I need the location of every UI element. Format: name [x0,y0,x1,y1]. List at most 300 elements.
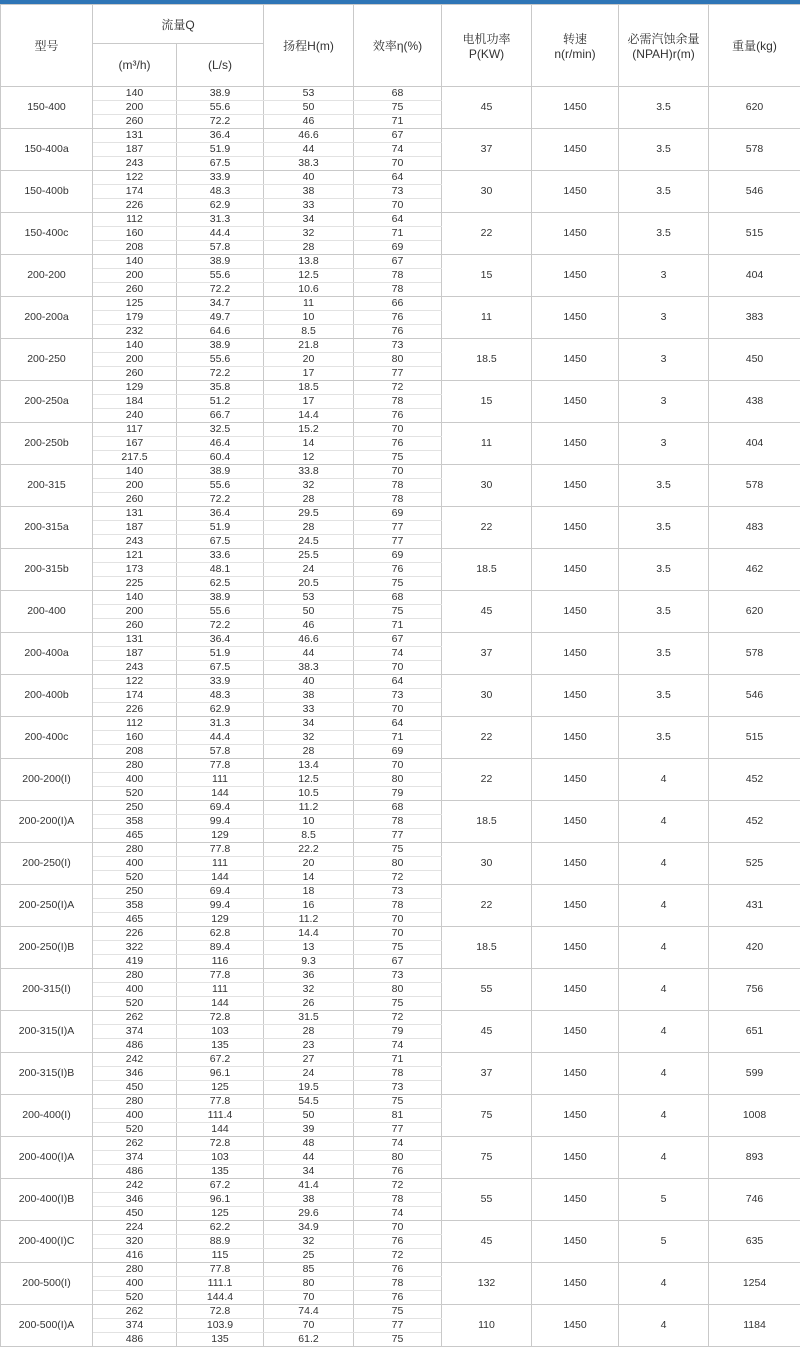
model-cell: 200-400(I)C [1,1221,93,1263]
head-cell: 34 [264,1165,354,1179]
flow-ls-cell: 115 [177,1249,264,1263]
npsh-cell: 3.5 [619,465,709,507]
flow-m3h-cell: 179 [93,311,177,325]
weight-cell: 483 [709,507,800,549]
efficiency-cell: 78 [354,1067,442,1081]
flow-m3h-cell: 160 [93,227,177,241]
model-cell: 200-315a [1,507,93,549]
head-cell: 32 [264,1235,354,1249]
head-cell: 32 [264,731,354,745]
flow-m3h-cell: 200 [93,479,177,493]
efficiency-cell: 77 [354,829,442,843]
head-cell: 19.5 [264,1081,354,1095]
head-cell: 34 [264,717,354,731]
npsh-cell: 4 [619,759,709,801]
flow-ls-cell: 48.1 [177,563,264,577]
efficiency-cell: 75 [354,843,442,857]
speed-cell: 1450 [532,381,619,423]
power-cell: 45 [442,1221,532,1263]
weight-cell: 1008 [709,1095,800,1137]
flow-ls-cell: 38.9 [177,255,264,269]
power-cell: 30 [442,675,532,717]
model-cell: 200-250b [1,423,93,465]
flow-ls-cell: 67.5 [177,535,264,549]
flow-m3h-cell: 486 [93,1039,177,1053]
head-cell: 31.5 [264,1011,354,1025]
flow-m3h-cell: 224 [93,1221,177,1235]
power-cell: 45 [442,591,532,633]
efficiency-cell: 69 [354,241,442,255]
efficiency-cell: 68 [354,801,442,815]
speed-cell: 1450 [532,213,619,255]
efficiency-cell: 75 [354,577,442,591]
model-cell: 150-400b [1,171,93,213]
head-cell: 13 [264,941,354,955]
flow-ls-cell: 144 [177,787,264,801]
table-row [1,129,800,143]
efficiency-cell: 76 [354,437,442,451]
npsh-cell: 3.5 [619,213,709,255]
power-cell: 11 [442,423,532,465]
head-cell: 22.2 [264,843,354,857]
head-cell: 33 [264,703,354,717]
speed-cell: 1450 [532,255,619,297]
npsh-cell: 4 [619,843,709,885]
flow-m3h-cell: 226 [93,703,177,717]
speed-cell: 1450 [532,465,619,507]
flow-ls-cell: 129 [177,913,264,927]
flow-ls-cell: 36.4 [177,129,264,143]
head-cell: 46.6 [264,633,354,647]
table-row [1,1179,800,1193]
flow-ls-cell: 72.2 [177,493,264,507]
flow-ls-cell: 62.9 [177,703,264,717]
flow-m3h-cell: 200 [93,101,177,115]
flow-ls-cell: 88.9 [177,1235,264,1249]
efficiency-cell: 72 [354,1011,442,1025]
flow-m3h-cell: 200 [93,353,177,367]
weight-cell: 515 [709,717,800,759]
power-cell: 55 [442,969,532,1011]
head-cell: 21.8 [264,339,354,353]
model-cell: 200-400(I) [1,1095,93,1137]
flow-ls-cell: 36.4 [177,507,264,521]
power-cell: 18.5 [442,927,532,969]
head-cell: 34 [264,213,354,227]
col-header-power: 电机功率 P(KW) [442,5,532,87]
flow-m3h-cell: 122 [93,675,177,689]
power-cell: 132 [442,1263,532,1305]
head-cell: 20.5 [264,577,354,591]
flow-ls-cell: 57.8 [177,241,264,255]
weight-cell: 546 [709,675,800,717]
flow-m3h-cell: 240 [93,409,177,423]
speed-cell: 1450 [532,87,619,129]
flow-m3h-cell: 226 [93,927,177,941]
flow-ls-cell: 99.4 [177,899,264,913]
flow-ls-cell: 57.8 [177,745,264,759]
power-cell: 30 [442,843,532,885]
power-cell: 22 [442,759,532,801]
npsh-cell: 3.5 [619,87,709,129]
flow-ls-cell: 135 [177,1039,264,1053]
weight-cell: 578 [709,633,800,675]
npsh-cell: 3.5 [619,171,709,213]
weight-cell: 635 [709,1221,800,1263]
flow-ls-cell: 51.9 [177,647,264,661]
head-cell: 13.4 [264,759,354,773]
power-cell: 22 [442,885,532,927]
efficiency-cell: 73 [354,885,442,899]
flow-ls-cell: 135 [177,1165,264,1179]
flow-ls-cell: 125 [177,1081,264,1095]
head-cell: 38 [264,185,354,199]
flow-ls-cell: 49.7 [177,311,264,325]
efficiency-cell: 70 [354,927,442,941]
weight-cell: 620 [709,87,800,129]
head-cell: 46 [264,115,354,129]
table-row [1,1305,800,1319]
power-cell: 75 [442,1095,532,1137]
flow-m3h-cell: 346 [93,1067,177,1081]
efficiency-cell: 71 [354,227,442,241]
flow-ls-cell: 135 [177,1333,264,1347]
head-cell: 14.4 [264,927,354,941]
efficiency-cell: 78 [354,815,442,829]
efficiency-cell: 75 [354,451,442,465]
table-row [1,339,800,353]
flow-ls-cell: 44.4 [177,227,264,241]
flow-ls-cell: 55.6 [177,605,264,619]
speed-cell: 1450 [532,507,619,549]
model-cell: 200-250(I)B [1,927,93,969]
head-cell: 80 [264,1277,354,1291]
table-row [1,591,800,605]
flow-m3h-cell: 260 [93,493,177,507]
flow-ls-cell: 67.5 [177,157,264,171]
weight-cell: 452 [709,801,800,843]
flow-ls-cell: 32.5 [177,423,264,437]
flow-ls-cell: 62.8 [177,927,264,941]
efficiency-cell: 66 [354,297,442,311]
head-cell: 50 [264,101,354,115]
col-header-flow-ls: (L/s) [177,44,264,87]
flow-m3h-cell: 416 [93,1249,177,1263]
flow-m3h-cell: 122 [93,171,177,185]
efficiency-cell: 69 [354,549,442,563]
efficiency-cell: 75 [354,941,442,955]
head-cell: 12.5 [264,269,354,283]
table-row [1,801,800,815]
flow-m3h-cell: 358 [93,899,177,913]
speed-cell: 1450 [532,1011,619,1053]
head-cell: 8.5 [264,325,354,339]
flow-m3h-cell: 280 [93,1263,177,1277]
weight-cell: 438 [709,381,800,423]
head-cell: 33.8 [264,465,354,479]
efficiency-cell: 64 [354,171,442,185]
table-row [1,1137,800,1151]
flow-ls-cell: 103.9 [177,1319,264,1333]
efficiency-cell: 77 [354,1319,442,1333]
flow-ls-cell: 51.9 [177,143,264,157]
efficiency-cell: 81 [354,1109,442,1123]
col-header-model: 型号 [1,5,93,87]
weight-cell: 383 [709,297,800,339]
speed-cell: 1450 [532,549,619,591]
npsh-cell: 3.5 [619,633,709,675]
head-cell: 40 [264,171,354,185]
flow-ls-cell: 62.2 [177,1221,264,1235]
flow-ls-cell: 31.3 [177,213,264,227]
efficiency-cell: 78 [354,479,442,493]
flow-ls-cell: 51.9 [177,521,264,535]
npsh-cell: 3 [619,297,709,339]
head-cell: 16 [264,899,354,913]
weight-cell: 578 [709,465,800,507]
head-cell: 46.6 [264,129,354,143]
head-cell: 32 [264,479,354,493]
head-cell: 29.6 [264,1207,354,1221]
power-cell: 110 [442,1305,532,1347]
head-cell: 14 [264,871,354,885]
flow-m3h-cell: 131 [93,507,177,521]
head-cell: 20 [264,857,354,871]
npsh-cell: 3 [619,255,709,297]
head-cell: 74.4 [264,1305,354,1319]
npsh-cell: 4 [619,1053,709,1095]
head-cell: 61.2 [264,1333,354,1347]
head-cell: 12.5 [264,773,354,787]
efficiency-cell: 74 [354,143,442,157]
flow-ls-cell: 116 [177,955,264,969]
power-cell: 30 [442,171,532,213]
npsh-cell: 5 [619,1221,709,1263]
flow-m3h-cell: 450 [93,1207,177,1221]
flow-ls-cell: 72.8 [177,1011,264,1025]
col-header-flow: 流量Q [93,5,264,44]
speed-cell: 1450 [532,969,619,1011]
head-cell: 38 [264,689,354,703]
speed-cell: 1450 [532,339,619,381]
head-cell: 50 [264,605,354,619]
table-row [1,549,800,563]
head-cell: 34.9 [264,1221,354,1235]
table-row [1,1095,800,1109]
efficiency-cell: 68 [354,87,442,101]
head-cell: 15.2 [264,423,354,437]
efficiency-cell: 68 [354,591,442,605]
flow-m3h-cell: 250 [93,801,177,815]
flow-ls-cell: 31.3 [177,717,264,731]
table-row [1,1221,800,1235]
flow-m3h-cell: 400 [93,773,177,787]
flow-ls-cell: 38.9 [177,465,264,479]
speed-cell: 1450 [532,423,619,465]
power-cell: 30 [442,465,532,507]
flow-ls-cell: 38.9 [177,87,264,101]
flow-ls-cell: 129 [177,829,264,843]
flow-m3h-cell: 322 [93,941,177,955]
efficiency-cell: 80 [354,773,442,787]
power-cell: 22 [442,717,532,759]
flow-m3h-cell: 260 [93,283,177,297]
table-row [1,843,800,857]
flow-m3h-cell: 243 [93,535,177,549]
model-cell: 200-315(I)B [1,1053,93,1095]
flow-m3h-cell: 112 [93,717,177,731]
speed-cell: 1450 [532,129,619,171]
flow-m3h-cell: 173 [93,563,177,577]
flow-m3h-cell: 125 [93,297,177,311]
npsh-cell: 4 [619,1011,709,1053]
weight-cell: 404 [709,255,800,297]
flow-m3h-cell: 117 [93,423,177,437]
flow-m3h-cell: 262 [93,1137,177,1151]
efficiency-cell: 76 [354,1263,442,1277]
flow-ls-cell: 72.2 [177,367,264,381]
head-cell: 36 [264,969,354,983]
head-cell: 41.4 [264,1179,354,1193]
head-cell: 38.3 [264,157,354,171]
flow-ls-cell: 96.1 [177,1067,264,1081]
head-cell: 44 [264,143,354,157]
efficiency-cell: 80 [354,983,442,997]
table-row [1,969,800,983]
head-cell: 32 [264,983,354,997]
table-row [1,171,800,185]
speed-cell: 1450 [532,633,619,675]
flow-ls-cell: 77.8 [177,1263,264,1277]
efficiency-cell: 72 [354,381,442,395]
col-header-efficiency: 效率η(%) [354,5,442,87]
flow-ls-cell: 77.8 [177,759,264,773]
head-cell: 12 [264,451,354,465]
flow-m3h-cell: 140 [93,591,177,605]
head-cell: 17 [264,395,354,409]
table-row [1,87,800,101]
efficiency-cell: 76 [354,409,442,423]
power-cell: 18.5 [442,549,532,591]
flow-m3h-cell: 486 [93,1333,177,1347]
head-cell: 17 [264,367,354,381]
power-cell: 45 [442,87,532,129]
head-cell: 14 [264,437,354,451]
speed-cell: 1450 [532,591,619,633]
head-cell: 32 [264,227,354,241]
efficiency-cell: 76 [354,563,442,577]
flow-m3h-cell: 400 [93,1109,177,1123]
weight-cell: 620 [709,591,800,633]
weight-cell: 599 [709,1053,800,1095]
efficiency-cell: 75 [354,1095,442,1109]
flow-m3h-cell: 320 [93,1235,177,1249]
npsh-cell: 4 [619,801,709,843]
flow-ls-cell: 89.4 [177,941,264,955]
flow-m3h-cell: 280 [93,843,177,857]
table-row [1,675,800,689]
flow-m3h-cell: 187 [93,521,177,535]
weight-cell: 578 [709,129,800,171]
head-cell: 44 [264,647,354,661]
head-cell: 54.5 [264,1095,354,1109]
head-cell: 46 [264,619,354,633]
model-cell: 200-250a [1,381,93,423]
head-cell: 44 [264,1151,354,1165]
flow-ls-cell: 69.4 [177,885,264,899]
flow-ls-cell: 44.4 [177,731,264,745]
flow-m3h-cell: 400 [93,857,177,871]
model-cell: 150-400c [1,213,93,255]
flow-ls-cell: 62.9 [177,199,264,213]
head-cell: 28 [264,745,354,759]
head-cell: 11 [264,297,354,311]
flow-m3h-cell: 419 [93,955,177,969]
flow-m3h-cell: 187 [93,647,177,661]
head-cell: 28 [264,1025,354,1039]
flow-ls-cell: 38.9 [177,339,264,353]
efficiency-cell: 70 [354,1221,442,1235]
npsh-cell: 3.5 [619,549,709,591]
efficiency-cell: 74 [354,1207,442,1221]
efficiency-cell: 69 [354,745,442,759]
efficiency-cell: 70 [354,199,442,213]
speed-cell: 1450 [532,843,619,885]
efficiency-cell: 67 [354,129,442,143]
flow-ls-cell: 33.9 [177,171,264,185]
weight-cell: 1184 [709,1305,800,1347]
flow-ls-cell: 111.1 [177,1277,264,1291]
efficiency-cell: 67 [354,955,442,969]
flow-ls-cell: 72.2 [177,283,264,297]
flow-m3h-cell: 208 [93,745,177,759]
flow-ls-cell: 60.4 [177,451,264,465]
speed-cell: 1450 [532,885,619,927]
flow-m3h-cell: 520 [93,1123,177,1137]
col-header-head: 扬程H(m) [264,5,354,87]
table-row [1,717,800,731]
flow-ls-cell: 55.6 [177,101,264,115]
power-cell: 45 [442,1011,532,1053]
efficiency-cell: 71 [354,619,442,633]
flow-m3h-cell: 262 [93,1305,177,1319]
speed-cell: 1450 [532,675,619,717]
efficiency-cell: 70 [354,759,442,773]
npsh-cell: 3.5 [619,675,709,717]
speed-cell: 1450 [532,1095,619,1137]
npsh-cell: 4 [619,885,709,927]
flow-m3h-cell: 242 [93,1053,177,1067]
speed-cell: 1450 [532,1263,619,1305]
efficiency-cell: 77 [354,367,442,381]
efficiency-cell: 76 [354,325,442,339]
flow-m3h-cell: 346 [93,1193,177,1207]
power-cell: 18.5 [442,801,532,843]
flow-ls-cell: 48.3 [177,689,264,703]
speed-cell: 1450 [532,297,619,339]
flow-m3h-cell: 208 [93,241,177,255]
npsh-cell: 3 [619,381,709,423]
head-cell: 33 [264,199,354,213]
head-cell: 38 [264,1193,354,1207]
head-cell: 50 [264,1109,354,1123]
flow-m3h-cell: 400 [93,1277,177,1291]
efficiency-cell: 76 [354,1165,442,1179]
model-cell: 200-500(I) [1,1263,93,1305]
efficiency-cell: 70 [354,661,442,675]
table-row [1,1053,800,1067]
flow-ls-cell: 33.9 [177,675,264,689]
